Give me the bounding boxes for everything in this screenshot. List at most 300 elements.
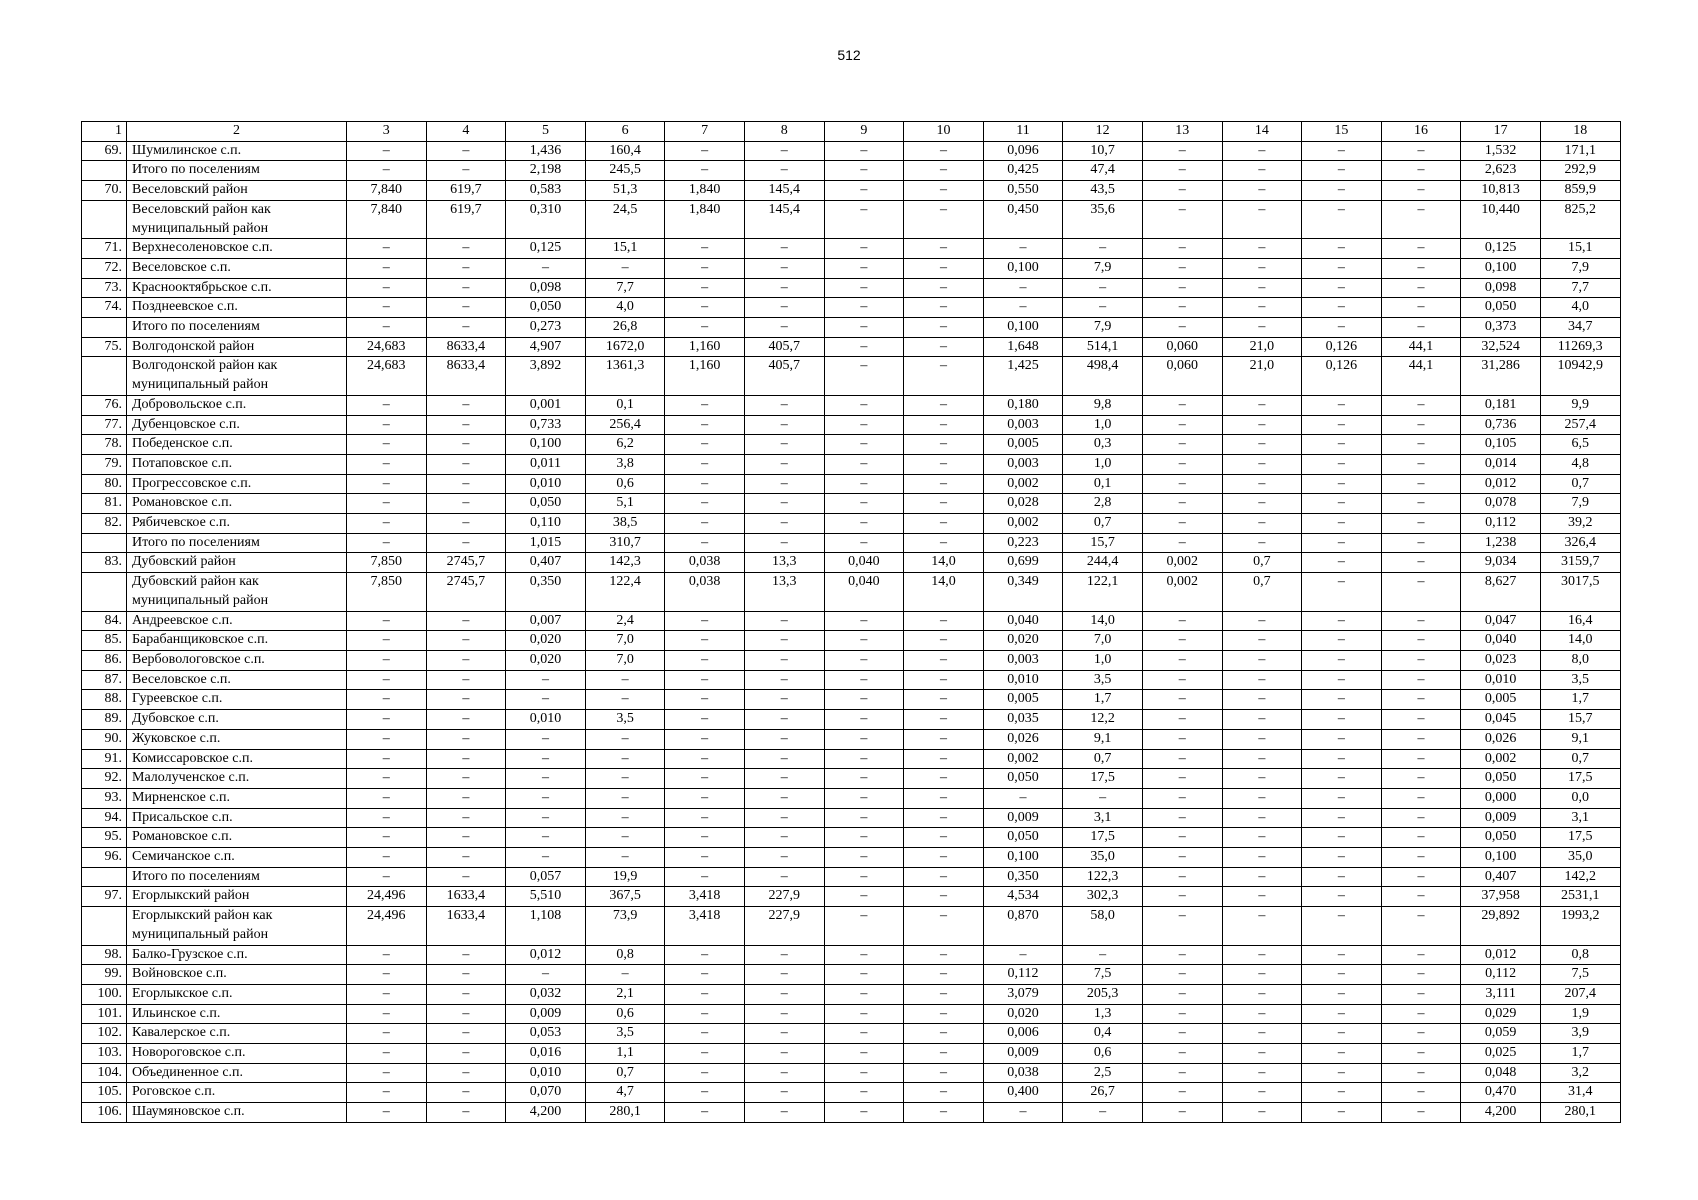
cell-col-5: 0,010	[506, 474, 586, 494]
table-row	[82, 769, 1621, 789]
cell-col-10: –	[904, 494, 984, 514]
cell-col-3: –	[347, 435, 427, 455]
cell-col-11: 0,699	[983, 553, 1063, 573]
cell-col-10: –	[904, 141, 984, 161]
cell-col-18: 35,0	[1540, 848, 1620, 868]
cell-col-12: 0,6	[1063, 1044, 1143, 1064]
cell-col-11: 0,100	[983, 258, 1063, 278]
cell-col-3: –	[347, 514, 427, 534]
row-name: Итого по поселениям	[127, 533, 347, 553]
cell-col-10: –	[904, 848, 984, 868]
cell-col-9: –	[824, 454, 904, 474]
cell-col-14: –	[1222, 1044, 1302, 1064]
cell-col-12: 10,7	[1063, 141, 1143, 161]
cell-col-18: 1,9	[1540, 1004, 1620, 1024]
cell-col-13: –	[1142, 395, 1222, 415]
cell-col-18: 825,2	[1540, 200, 1620, 238]
cell-col-18: 142,2	[1540, 867, 1620, 887]
cell-col-4: –	[426, 1024, 506, 1044]
cell-col-7: –	[665, 749, 745, 769]
cell-col-9: –	[824, 239, 904, 259]
table-row	[82, 1103, 1621, 1123]
cell-col-16: –	[1381, 474, 1461, 494]
cell-col-6: 1,1	[585, 1044, 665, 1064]
cell-col-6: 0,1	[585, 395, 665, 415]
cell-col-9: –	[824, 808, 904, 828]
cell-col-12: 0,3	[1063, 435, 1143, 455]
cell-col-11: 0,005	[983, 435, 1063, 455]
cell-col-5: –	[506, 258, 586, 278]
column-header-2: 2	[127, 122, 347, 142]
cell-col-16: –	[1381, 573, 1461, 611]
cell-col-7: –	[665, 533, 745, 553]
cell-col-14: 0,7	[1222, 553, 1302, 573]
table-row	[82, 454, 1621, 474]
cell-col-5: 0,020	[506, 650, 586, 670]
cell-col-14: –	[1222, 494, 1302, 514]
cell-col-12: –	[1063, 298, 1143, 318]
cell-col-7: –	[665, 514, 745, 534]
cell-col-12: 514,1	[1063, 337, 1143, 357]
cell-col-17: 2,623	[1461, 161, 1541, 181]
cell-col-3: –	[347, 631, 427, 651]
cell-col-13: –	[1142, 1024, 1222, 1044]
cell-col-6: 160,4	[585, 141, 665, 161]
cell-col-15: –	[1302, 181, 1382, 201]
cell-col-17: 0,012	[1461, 945, 1541, 965]
cell-col-12: 0,4	[1063, 1024, 1143, 1044]
cell-col-11: 1,425	[983, 357, 1063, 395]
cell-col-17: 0,125	[1461, 239, 1541, 259]
cell-col-7: 0,038	[665, 573, 745, 611]
cell-col-14: –	[1222, 415, 1302, 435]
cell-col-9: –	[824, 298, 904, 318]
cell-col-15: –	[1302, 828, 1382, 848]
cell-col-14: –	[1222, 200, 1302, 238]
cell-col-9: –	[824, 337, 904, 357]
cell-col-5: 5,510	[506, 887, 586, 907]
cell-col-4: –	[426, 808, 506, 828]
cell-col-16: –	[1381, 611, 1461, 631]
cell-col-11: 0,006	[983, 1024, 1063, 1044]
row-number: 104.	[82, 1063, 127, 1083]
row-number: 77.	[82, 415, 127, 435]
cell-col-3: 7,850	[347, 573, 427, 611]
cell-col-5: –	[506, 729, 586, 749]
row-name: Вербовологовское с.п.	[127, 650, 347, 670]
cell-col-18: 39,2	[1540, 514, 1620, 534]
cell-col-8: 227,9	[744, 907, 824, 945]
cell-col-6: –	[585, 729, 665, 749]
cell-col-11: 0,038	[983, 1063, 1063, 1083]
cell-col-8: –	[744, 533, 824, 553]
table-row	[82, 611, 1621, 631]
cell-col-12: 7,9	[1063, 258, 1143, 278]
cell-col-11: –	[983, 298, 1063, 318]
cell-col-14: –	[1222, 965, 1302, 985]
cell-col-3: –	[347, 454, 427, 474]
cell-col-14: –	[1222, 1024, 1302, 1044]
cell-col-10: –	[904, 415, 984, 435]
cell-col-8: 145,4	[744, 200, 824, 238]
cell-col-16: 44,1	[1381, 357, 1461, 395]
cell-col-13: –	[1142, 749, 1222, 769]
cell-col-5: –	[506, 670, 586, 690]
table-row	[82, 474, 1621, 494]
cell-col-18: 8,0	[1540, 650, 1620, 670]
cell-col-10: –	[904, 239, 984, 259]
cell-col-6: –	[585, 808, 665, 828]
cell-col-8: 145,4	[744, 181, 824, 201]
cell-col-16: –	[1381, 1083, 1461, 1103]
cell-col-17: 1,532	[1461, 141, 1541, 161]
cell-col-5: 0,273	[506, 318, 586, 338]
cell-col-15: –	[1302, 533, 1382, 553]
row-name: Семичанское с.п.	[127, 848, 347, 868]
cell-col-17: 0,029	[1461, 1004, 1541, 1024]
table-row	[82, 553, 1621, 573]
cell-col-4: –	[426, 611, 506, 631]
row-number	[82, 907, 127, 945]
cell-col-15: –	[1302, 769, 1382, 789]
page-number: 512	[837, 47, 861, 63]
cell-col-16: –	[1381, 298, 1461, 318]
cell-col-17: 0,000	[1461, 788, 1541, 808]
column-header-3: 3	[347, 122, 427, 142]
cell-col-16: –	[1381, 1063, 1461, 1083]
cell-col-7: –	[665, 729, 745, 749]
cell-col-17: 0,373	[1461, 318, 1541, 338]
cell-col-13: –	[1142, 650, 1222, 670]
cell-col-15: –	[1302, 318, 1382, 338]
cell-col-12: 3,1	[1063, 808, 1143, 828]
row-name: Дубовский район как муниципальный район	[127, 573, 347, 611]
row-number: 97.	[82, 887, 127, 907]
table-row	[82, 690, 1621, 710]
row-number: 76.	[82, 395, 127, 415]
cell-col-18: 7,9	[1540, 494, 1620, 514]
cell-col-15: –	[1302, 907, 1382, 945]
cell-col-7: –	[665, 965, 745, 985]
cell-col-3: –	[347, 318, 427, 338]
cell-col-14: –	[1222, 848, 1302, 868]
table-row	[82, 1044, 1621, 1064]
cell-col-16: –	[1381, 650, 1461, 670]
cell-col-13: –	[1142, 474, 1222, 494]
row-name: Ильинское с.п.	[127, 1004, 347, 1024]
cell-col-14: –	[1222, 808, 1302, 828]
cell-col-14: –	[1222, 710, 1302, 730]
row-number: 95.	[82, 828, 127, 848]
cell-col-17: 31,286	[1461, 357, 1541, 395]
cell-col-10: –	[904, 181, 984, 201]
cell-col-3: 7,850	[347, 553, 427, 573]
cell-col-5: 3,892	[506, 357, 586, 395]
cell-col-8: 405,7	[744, 337, 824, 357]
cell-col-18: 16,4	[1540, 611, 1620, 631]
cell-col-10: –	[904, 828, 984, 848]
row-number: 106.	[82, 1103, 127, 1123]
cell-col-18: 34,7	[1540, 318, 1620, 338]
table-row	[82, 278, 1621, 298]
cell-col-17: 0,040	[1461, 631, 1541, 651]
row-name: Барабанщиковское с.п.	[127, 631, 347, 651]
cell-col-7: –	[665, 848, 745, 868]
cell-col-3: –	[347, 395, 427, 415]
cell-col-15: –	[1302, 474, 1382, 494]
cell-col-7: 1,160	[665, 337, 745, 357]
cell-col-5: 0,350	[506, 573, 586, 611]
row-number	[82, 867, 127, 887]
cell-col-8: –	[744, 749, 824, 769]
cell-col-3: –	[347, 729, 427, 749]
cell-col-13: 0,002	[1142, 553, 1222, 573]
cell-col-18: 15,7	[1540, 710, 1620, 730]
cell-col-15: –	[1302, 984, 1382, 1004]
cell-col-14: –	[1222, 907, 1302, 945]
cell-col-15: –	[1302, 1024, 1382, 1044]
cell-col-17: 4,200	[1461, 1103, 1541, 1123]
table-row	[82, 945, 1621, 965]
cell-col-18: 17,5	[1540, 828, 1620, 848]
cell-col-11: 0,010	[983, 670, 1063, 690]
cell-col-10: –	[904, 769, 984, 789]
cell-col-17: 0,009	[1461, 808, 1541, 828]
cell-col-4: –	[426, 670, 506, 690]
cell-col-16: –	[1381, 769, 1461, 789]
column-header-14: 14	[1222, 122, 1302, 142]
table-body	[82, 141, 1621, 1122]
cell-col-18: 0,7	[1540, 749, 1620, 769]
cell-col-4: –	[426, 729, 506, 749]
cell-col-8: –	[744, 867, 824, 887]
cell-col-4: –	[426, 454, 506, 474]
cell-col-12: 122,3	[1063, 867, 1143, 887]
table-row	[82, 161, 1621, 181]
cell-col-17: 0,026	[1461, 729, 1541, 749]
cell-col-6: 310,7	[585, 533, 665, 553]
cell-col-11: 0,020	[983, 631, 1063, 651]
cell-col-4: –	[426, 749, 506, 769]
cell-col-9: –	[824, 749, 904, 769]
cell-col-6: 38,5	[585, 514, 665, 534]
cell-col-17: 0,736	[1461, 415, 1541, 435]
cell-col-5: 0,007	[506, 611, 586, 631]
cell-col-18: 292,9	[1540, 161, 1620, 181]
cell-col-9: –	[824, 1063, 904, 1083]
row-name: Жуковское с.п.	[127, 729, 347, 749]
cell-col-8: –	[744, 258, 824, 278]
cell-col-10: –	[904, 945, 984, 965]
cell-col-18: 257,4	[1540, 415, 1620, 435]
row-name: Шаумяновское с.п.	[127, 1103, 347, 1123]
cell-col-3: –	[347, 670, 427, 690]
cell-col-11: 0,050	[983, 828, 1063, 848]
cell-col-17: 0,078	[1461, 494, 1541, 514]
column-header-12: 12	[1063, 122, 1143, 142]
cell-col-6: 6,2	[585, 435, 665, 455]
cell-col-17: 0,098	[1461, 278, 1541, 298]
cell-col-8: –	[744, 1044, 824, 1064]
cell-col-4: –	[426, 848, 506, 868]
cell-col-6: 4,7	[585, 1083, 665, 1103]
cell-col-14: –	[1222, 514, 1302, 534]
cell-col-12: 0,1	[1063, 474, 1143, 494]
cell-col-17: 32,524	[1461, 337, 1541, 357]
cell-col-5: 0,583	[506, 181, 586, 201]
cell-col-8: –	[744, 1063, 824, 1083]
cell-col-9: 0,040	[824, 553, 904, 573]
row-name: Егорлыкское с.п.	[127, 984, 347, 1004]
cell-col-3: –	[347, 867, 427, 887]
cell-col-6: –	[585, 670, 665, 690]
cell-col-3: –	[347, 808, 427, 828]
cell-col-5: –	[506, 749, 586, 769]
cell-col-4: –	[426, 631, 506, 651]
table-row	[82, 631, 1621, 651]
cell-col-15: –	[1302, 141, 1382, 161]
cell-col-4: 619,7	[426, 200, 506, 238]
row-name: Шумилинское с.п.	[127, 141, 347, 161]
cell-col-17: 0,047	[1461, 611, 1541, 631]
row-name: Рябичевское с.п.	[127, 514, 347, 534]
cell-col-8: –	[744, 141, 824, 161]
cell-col-4: –	[426, 965, 506, 985]
cell-col-9: –	[824, 181, 904, 201]
cell-col-15: –	[1302, 258, 1382, 278]
cell-col-17: 37,958	[1461, 887, 1541, 907]
cell-col-18: 171,1	[1540, 141, 1620, 161]
cell-col-14: –	[1222, 161, 1302, 181]
table-row	[82, 808, 1621, 828]
cell-col-12: 47,4	[1063, 161, 1143, 181]
cell-col-3: 7,840	[347, 200, 427, 238]
row-number: 75.	[82, 337, 127, 357]
cell-col-4: 8633,4	[426, 357, 506, 395]
cell-col-16: –	[1381, 965, 1461, 985]
cell-col-4: –	[426, 788, 506, 808]
cell-col-10: –	[904, 200, 984, 238]
cell-col-7: –	[665, 1004, 745, 1024]
cell-col-15: –	[1302, 965, 1382, 985]
cell-col-13: –	[1142, 867, 1222, 887]
cell-col-9: –	[824, 494, 904, 514]
cell-col-18: 3,1	[1540, 808, 1620, 828]
cell-col-10: –	[904, 690, 984, 710]
cell-col-16: –	[1381, 553, 1461, 573]
cell-col-18: 17,5	[1540, 769, 1620, 789]
row-number: 79.	[82, 454, 127, 474]
row-number: 84.	[82, 611, 127, 631]
cell-col-15: –	[1302, 650, 1382, 670]
cell-col-12: 302,3	[1063, 887, 1143, 907]
cell-col-9: –	[824, 848, 904, 868]
cell-col-8: –	[744, 670, 824, 690]
row-name: Прогрессовское с.п.	[127, 474, 347, 494]
cell-col-6: 19,9	[585, 867, 665, 887]
row-number: 96.	[82, 848, 127, 868]
cell-col-4: –	[426, 945, 506, 965]
cell-col-17: 0,014	[1461, 454, 1541, 474]
cell-col-9: –	[824, 965, 904, 985]
cell-col-8: –	[744, 318, 824, 338]
cell-col-15: –	[1302, 808, 1382, 828]
cell-col-16: –	[1381, 690, 1461, 710]
cell-col-12: 205,3	[1063, 984, 1143, 1004]
cell-col-16: –	[1381, 200, 1461, 238]
cell-col-15: –	[1302, 887, 1382, 907]
cell-col-4: –	[426, 258, 506, 278]
cell-col-11: 0,400	[983, 1083, 1063, 1103]
cell-col-13: –	[1142, 808, 1222, 828]
cell-col-8: –	[744, 1103, 824, 1123]
cell-col-3: 7,840	[347, 181, 427, 201]
row-number: 73.	[82, 278, 127, 298]
cell-col-17: 10,440	[1461, 200, 1541, 238]
cell-col-3: –	[347, 611, 427, 631]
row-number	[82, 573, 127, 611]
cell-col-15: –	[1302, 749, 1382, 769]
cell-col-3: –	[347, 258, 427, 278]
cell-col-15: –	[1302, 690, 1382, 710]
cell-col-14: –	[1222, 670, 1302, 690]
cell-col-11: 3,079	[983, 984, 1063, 1004]
cell-col-7: –	[665, 1044, 745, 1064]
cell-col-17: 0,050	[1461, 298, 1541, 318]
cell-col-3: –	[347, 474, 427, 494]
table-row	[82, 395, 1621, 415]
cell-col-9: –	[824, 867, 904, 887]
table-row	[82, 1083, 1621, 1103]
cell-col-11: 0,180	[983, 395, 1063, 415]
row-number: 71.	[82, 239, 127, 259]
cell-col-3: 24,496	[347, 907, 427, 945]
cell-col-15: –	[1302, 631, 1382, 651]
cell-col-6: 51,3	[585, 181, 665, 201]
cell-col-14: –	[1222, 435, 1302, 455]
cell-col-16: –	[1381, 907, 1461, 945]
cell-col-6: –	[585, 749, 665, 769]
table-row	[82, 200, 1621, 238]
cell-col-15: –	[1302, 553, 1382, 573]
cell-col-11: 0,425	[983, 161, 1063, 181]
cell-col-8: –	[744, 1024, 824, 1044]
cell-col-18: 9,9	[1540, 395, 1620, 415]
row-name: Дубенцовское с.п.	[127, 415, 347, 435]
cell-col-17: 0,105	[1461, 435, 1541, 455]
cell-col-7: 3,418	[665, 907, 745, 945]
cell-col-9: –	[824, 650, 904, 670]
cell-col-18: 11269,3	[1540, 337, 1620, 357]
cell-col-7: –	[665, 984, 745, 1004]
cell-col-15: –	[1302, 415, 1382, 435]
row-name: Романовское с.п.	[127, 494, 347, 514]
cell-col-6: 280,1	[585, 1103, 665, 1123]
cell-col-7: –	[665, 1063, 745, 1083]
column-header-15: 15	[1302, 122, 1382, 142]
table-row	[82, 239, 1621, 259]
cell-col-8: –	[744, 788, 824, 808]
cell-col-5: 0,053	[506, 1024, 586, 1044]
cell-col-16: –	[1381, 848, 1461, 868]
row-number: 101.	[82, 1004, 127, 1024]
cell-col-13: –	[1142, 690, 1222, 710]
cell-col-3: –	[347, 945, 427, 965]
cell-col-13: –	[1142, 1063, 1222, 1083]
cell-col-4: –	[426, 828, 506, 848]
table-row	[82, 828, 1621, 848]
cell-col-14: –	[1222, 867, 1302, 887]
